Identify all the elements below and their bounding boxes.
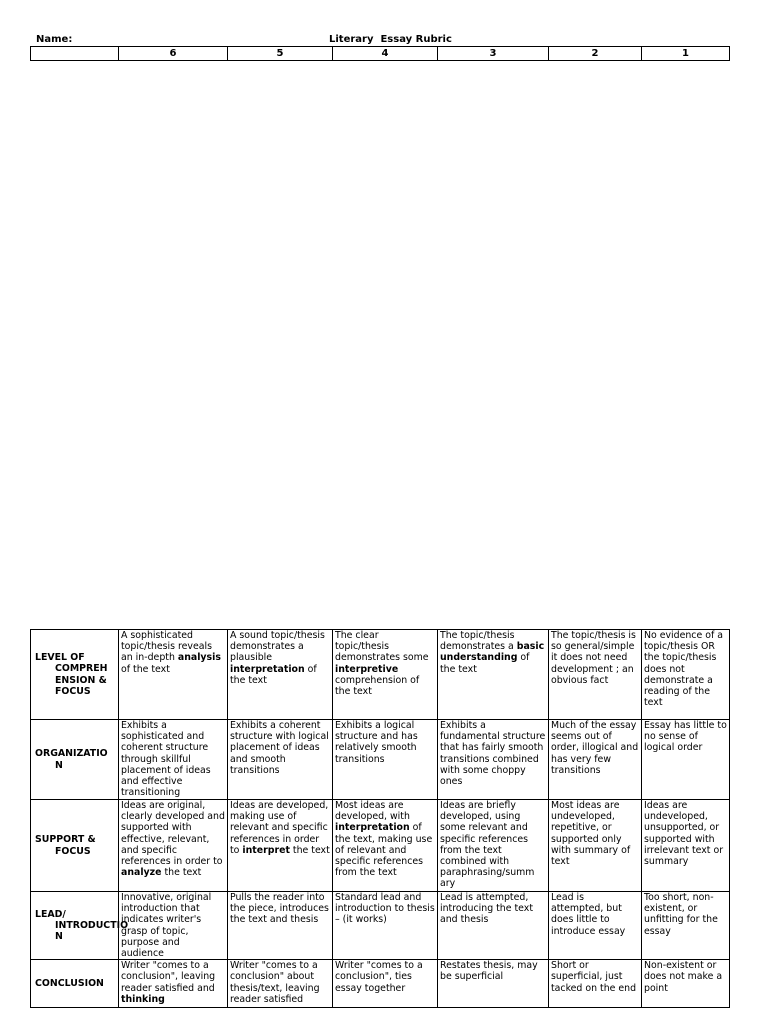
rubric-cell-score-2 [549, 720, 642, 800]
score-header-4: 4 [333, 47, 438, 61]
score-header-5: 5 [228, 47, 333, 61]
criterion-label-line: N [55, 931, 63, 943]
criterion-label-line: LEAD/ [35, 908, 66, 920]
cell-text-tail: the text [289, 844, 330, 856]
cell-text-tail: of the text [440, 652, 530, 675]
criterion-label [31, 960, 119, 1008]
rubric-cell-score-4 [333, 892, 438, 960]
cell-emphasis: interpretive [335, 663, 399, 675]
rubric-cell-score-2 [549, 892, 642, 960]
rubric-cell-score-2 [549, 800, 642, 892]
criterion-label-line: CONCLUSION [35, 978, 104, 990]
cell-text: Most ideas are undeveloped, repetitive, or supported only with summary of text [551, 800, 631, 868]
rubric-row-organization [31, 720, 730, 800]
rubric-cell-score-3 [438, 892, 549, 960]
cell-text: Exhibits a sophisticated and coherent structure through skillful placement of ideas and effective transitioning [121, 720, 211, 799]
rubric-cell-score-2 [549, 960, 642, 1008]
rubric-cell-score-5 [228, 960, 333, 1008]
rubric-cell-score-6 [119, 892, 228, 960]
cell-text: Lead is attempted, introducing the text and thesis [440, 892, 533, 926]
rubric-row-comprehension-focus [31, 630, 730, 720]
rubric-cell-score-5 [228, 800, 333, 892]
cell-emphasis: interpretation [230, 663, 305, 675]
cell-text-tail: comprehension of the text [335, 674, 420, 698]
criterion-label [31, 800, 119, 892]
rubric-cell-score-1 [642, 630, 730, 720]
cell-emphasis: basic understanding [440, 641, 545, 664]
cell-text: No evidence of a topic/thesis OR the topic/thesis does not demonstrate a reading of the text [644, 630, 723, 709]
rubric-cell-score-5 [228, 630, 333, 720]
criterion-label-line: LEVEL OF [35, 652, 85, 664]
score-header-blank [31, 47, 119, 61]
cell-text: The clear topic/thesis demonstrates some [335, 630, 429, 664]
criterion-label-line: COMPREH [55, 663, 108, 675]
rubric-cell-score-1 [642, 960, 730, 1008]
document-title: Literary Essay Rubric [329, 34, 452, 45]
criterion-label [31, 892, 129, 960]
rubric-table [30, 629, 730, 1008]
cell-text: Pulls the reader into the piece, introduces the text and thesis [230, 892, 329, 926]
criterion-label [31, 630, 119, 720]
cell-text: Ideas are briefly developed, using some relevant and specific references from the text combined with paraphrasing/summ ary [440, 800, 535, 890]
rubric-cell-score-3 [438, 960, 549, 1008]
criterion-label-line: ENSION & [55, 674, 107, 686]
cell-text: Exhibits a fundamental structure that has fairly smooth transitions combined with some choppy ones [440, 720, 546, 788]
rubric-cell-score-6 [119, 800, 228, 892]
rubric-cell-score-6 [119, 630, 228, 720]
criterion-label-line: ORGANIZATIO [35, 748, 108, 760]
cell-emphasis: analyze [121, 867, 162, 879]
score-header-3: 3 [438, 47, 549, 61]
score-header-table [30, 46, 730, 61]
cell-text: Non-existent or does not make a point [644, 960, 723, 994]
rubric-row-lead-introduction [31, 892, 730, 960]
cell-text-tail: of the text, making use of relevant and specific references from the text [335, 822, 433, 879]
rubric-cell-score-1 [642, 800, 730, 892]
criterion-label-line: SUPPORT & [35, 834, 96, 846]
rubric-cell-score-5 [228, 892, 333, 960]
score-header-2: 2 [549, 47, 642, 61]
cell-emphasis: analysis [177, 652, 221, 664]
cell-text: A sophisticated topic/thesis reveals an in-depth [121, 630, 212, 664]
cell-text: Writer "comes to a conclusion" about thesis/text, leaving reader satisfied [230, 960, 320, 1005]
cell-text: Lead is attempted, but does little to introduce essay [551, 892, 626, 937]
cell-emphasis: interpretation [335, 822, 410, 834]
rubric-cell-score-4 [333, 720, 438, 800]
cell-text: A sound topic/thesis demonstrates a plausible [230, 630, 325, 664]
rubric-cell-score-1 [642, 720, 730, 800]
cell-text: Restates thesis, may be superficial [440, 960, 538, 983]
cell-text: Exhibits a coherent structure with logical placement of ideas and smooth transitions [230, 720, 329, 776]
cell-text-tail: of the text [230, 663, 317, 686]
cell-text: Ideas are original, clearly developed and supported with effective, relevant, and specific references in order to [121, 800, 225, 868]
cell-text: Ideas are developed, making use of relevant and specific references in order to [230, 800, 329, 856]
score-header-6: 6 [119, 47, 228, 61]
cell-text: Most ideas are developed, with [335, 800, 410, 823]
score-header-1: 1 [642, 47, 730, 61]
rubric-row-support-focus [31, 800, 730, 892]
rubric-cell-score-5 [228, 720, 333, 800]
cell-text-tail: the text [161, 867, 202, 879]
cell-text: The topic/thesis is so general/simple it does not need development ; an obvious fact [551, 630, 636, 686]
cell-text: Ideas are undeveloped, unsupported, or supported with irrelevant text or summary [644, 800, 724, 868]
cell-text: Essay has little to no sense of logical order [644, 720, 727, 754]
criterion-label [31, 720, 119, 800]
rubric-cell-score-3 [438, 800, 549, 892]
cell-text: Too short, non-existent, or unfitting for the essay [644, 892, 718, 937]
rubric-cell-score-2 [549, 630, 642, 720]
cell-text: The topic/thesis demonstrates a [440, 630, 517, 653]
rubric-cell-score-3 [438, 630, 549, 720]
cell-text: Standard lead and introduction to thesis – (it works) [335, 892, 435, 926]
cell-text: Short or superficial, just tacked on the end [551, 960, 637, 994]
rubric-cell-score-6 [119, 960, 228, 1008]
rubric-cell-score-1 [642, 892, 730, 960]
cell-text: Much of the essay seems out of order, illogical and has very few transitions [551, 720, 639, 776]
cell-text: Writer "comes to a conclusion", ties essay together [335, 960, 423, 994]
rubric-row-conclusion [31, 960, 730, 1008]
cell-emphasis: interpret [242, 844, 290, 856]
criterion-label-line: INTRODUCTIO [55, 920, 129, 931]
cell-text: Exhibits a logical structure and has relatively smooth transitions [335, 720, 418, 765]
rubric-cell-score-3 [438, 720, 549, 800]
score-header-row [31, 47, 730, 61]
cell-text: Innovative, original introduction that indicates writer's grasp of topic, purpose and audience [121, 892, 212, 960]
criterion-label-line: N [55, 759, 63, 771]
cell-emphasis: thinking [121, 993, 165, 1005]
rubric-cell-score-4 [333, 630, 438, 720]
name-label: Name: [36, 34, 73, 45]
rubric-cell-score-4 [333, 800, 438, 892]
rubric-cell-score-4 [333, 960, 438, 1008]
cell-text: Writer "comes to a conclusion", leaving reader satisfied and [121, 960, 216, 994]
cell-text-tail: of the text [121, 663, 170, 675]
criterion-label-line: FOCUS [55, 685, 91, 697]
criterion-label-line: FOCUS [55, 845, 91, 857]
rubric-cell-score-6 [119, 720, 228, 800]
